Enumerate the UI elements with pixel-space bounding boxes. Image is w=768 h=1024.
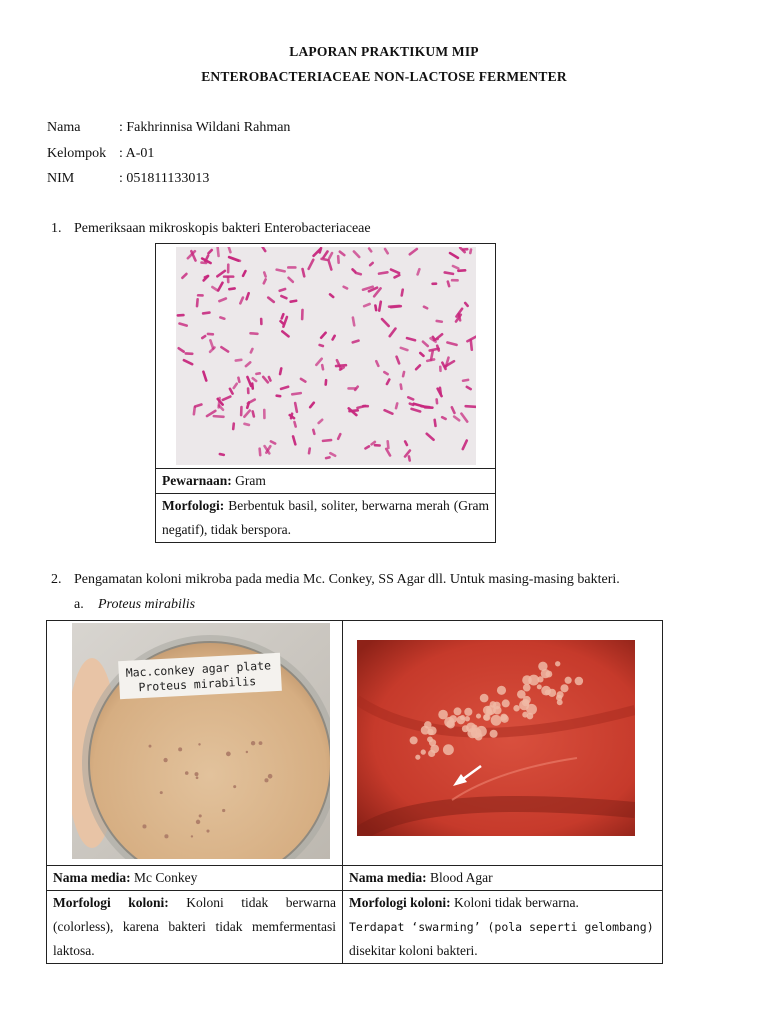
colony-dot — [259, 741, 263, 745]
blood-agar-media-label: Nama media: — [349, 870, 427, 885]
mcconkey-morfologi-row — [47, 891, 343, 964]
colony-dot — [415, 755, 420, 760]
blood-agar-media-row — [343, 866, 663, 891]
colony-dot — [491, 715, 502, 726]
colony-dot — [443, 744, 454, 755]
colony-dot — [523, 684, 531, 692]
gram-stain-micrograph — [176, 247, 476, 465]
blood-agar-morfologi-value3: disekitar koloni bakteri. — [349, 943, 478, 958]
colony-dot — [522, 699, 529, 706]
kelompok-value: : A-01 — [119, 146, 155, 161]
bacillus-cell — [184, 352, 193, 355]
colony-dot — [480, 694, 489, 703]
nim-label: NIM — [47, 171, 75, 186]
pewarnaan-value: Gram — [231, 473, 266, 488]
colony-dot — [222, 809, 225, 812]
subsection-a-name: Proteus mirabilis — [98, 597, 196, 612]
colony-dot — [513, 705, 519, 711]
bacillus-cell — [439, 365, 442, 372]
mcconkey-image-cell — [47, 621, 343, 866]
colony-dot — [493, 706, 502, 715]
section-1-title: Pemeriksaan mikroskopis bakteri Enterobacteriaceae — [74, 221, 371, 236]
pewarnaan-label: Pewarnaan: — [162, 473, 232, 488]
nama-value: : Fakhrinnisa Wildani Rahman — [119, 120, 291, 135]
info-nim — [47, 171, 209, 187]
colony-dot — [199, 814, 202, 817]
bacillus-cell — [247, 387, 250, 394]
colony-dot — [575, 677, 584, 686]
bacillus-cell — [227, 263, 230, 273]
blood-agar-photo — [357, 640, 635, 836]
mcconkey-morfologi-value: Koloni tidak berwarna (colorless), karena bakteri tidak memfermentasi laktosa. — [53, 895, 336, 958]
colony-dot — [427, 737, 433, 743]
info-nama — [47, 120, 290, 136]
colony-dot — [522, 675, 532, 685]
colony-dot — [196, 820, 200, 824]
colony-dot — [501, 715, 509, 723]
bacillus-cell — [223, 275, 235, 278]
plate-label-line2: Proteus mirabilis — [138, 674, 257, 695]
mcconkey-plate-photo — [72, 623, 330, 859]
colony-dot — [545, 671, 552, 678]
colony-dot — [465, 716, 470, 721]
colony-dot — [522, 712, 528, 718]
colony-dot — [198, 743, 200, 745]
colony-dot — [268, 774, 273, 779]
info-kelompok — [47, 146, 154, 162]
section-1-heading — [51, 221, 371, 237]
plate-label-line1: Mac.conkey agar plate — [125, 658, 272, 680]
mcconkey-media-row — [47, 866, 343, 891]
colony-dot — [410, 736, 418, 744]
bacillus-cell — [451, 279, 459, 282]
colony-dot — [246, 751, 248, 753]
subsection-a — [74, 597, 195, 613]
morfologi-row — [156, 494, 496, 543]
colony-dot — [560, 684, 568, 692]
blood-agar-morfologi-label: Morfologi koloni: — [349, 895, 451, 910]
colony-dot — [226, 752, 231, 757]
blood-agar-morfologi-value2: Terdapat ‘swarming’ (pola seperti gelombang) — [349, 920, 654, 934]
colony-dot — [464, 708, 472, 716]
pewarnaan-row — [156, 469, 496, 494]
microscopy-image-cell — [156, 244, 496, 469]
colony-dot — [555, 661, 560, 666]
mcconkey-media-value: Mc Conkey — [130, 870, 198, 885]
colony-dot — [545, 690, 551, 696]
blood-agar-morfologi-value1: Koloni tidak berwarna. — [450, 895, 579, 910]
colony-dot — [163, 758, 167, 762]
blood-agar-image-cell — [343, 621, 663, 866]
bacillus-cell — [240, 406, 243, 417]
colony-dot — [517, 690, 526, 699]
colony-dot — [483, 714, 490, 721]
colony-dot — [457, 716, 466, 725]
microscopy-table — [155, 243, 496, 543]
bacillus-cell — [374, 444, 381, 447]
bacillus-cell — [287, 266, 297, 269]
colony-dot — [502, 699, 510, 707]
colony-table — [46, 620, 663, 964]
kelompok-label: Kelompok — [47, 146, 107, 161]
colony-dot — [195, 772, 199, 776]
morfologi-label: Morfologi: — [162, 498, 225, 513]
colony-dot — [565, 677, 572, 684]
colony-dot — [206, 829, 209, 832]
bacillus-cell — [260, 318, 263, 326]
colony-dot — [185, 771, 189, 775]
colony-dot — [454, 707, 462, 715]
colony-dot — [467, 728, 477, 738]
colony-dot — [537, 684, 542, 689]
section-2-number: 2. — [51, 572, 62, 587]
section-2-title: Pengamatan koloni mikroba pada media Mc. Conkey, SS Agar dll. Untuk masing-masing bakteri. — [74, 572, 620, 587]
bacillus-cell — [263, 409, 266, 420]
colony-dot — [557, 691, 564, 698]
subsection-a-letter: a. — [74, 597, 84, 612]
bacillus-cell — [197, 294, 204, 297]
colony-dot — [537, 676, 543, 682]
blood-agar-morfologi-row — [343, 891, 663, 964]
colony-dot — [149, 745, 152, 748]
report-title: LAPORAN PRAKTIKUM MIP — [289, 44, 479, 59]
bacillus-cell — [176, 314, 184, 317]
colony-dot — [449, 715, 457, 723]
colony-dot — [430, 744, 439, 753]
colony-dot — [428, 726, 437, 735]
colony-dot — [497, 686, 506, 695]
colony-dot — [438, 710, 448, 720]
section-1-number: 1. — [51, 221, 62, 236]
colony-dot — [191, 835, 193, 837]
colony-dot — [164, 834, 168, 838]
colony-dot — [251, 741, 255, 745]
colony-dot — [490, 730, 498, 738]
blood-agar-media-value: Blood Agar — [426, 870, 493, 885]
mcconkey-media-label: Nama media: — [53, 870, 131, 885]
nama-label: Nama — [47, 120, 81, 135]
bacillus-cell — [431, 282, 437, 285]
colony-dot — [421, 749, 426, 754]
morfologi-value: Berbentuk basil, soliter, berwarna merah (Gram negatif), tidak berspora. — [162, 498, 489, 537]
section-2-heading — [51, 572, 620, 588]
colony-dot — [178, 747, 182, 751]
nim-value: : 051811133013 — [119, 171, 210, 186]
colony-dot — [196, 776, 199, 779]
colony-dot — [233, 785, 236, 788]
report-subtitle: ENTEROBACTERIACEAE NON-LACTOSE FERMENTER — [201, 69, 567, 84]
colony-dot — [476, 714, 481, 719]
colony-dot — [160, 791, 163, 794]
colony-dot — [264, 778, 268, 782]
mcconkey-morfologi-label: Morfologi koloni: — [53, 895, 169, 910]
colony-dot — [557, 699, 563, 705]
bacillus-cell — [301, 309, 304, 321]
colony-dot — [142, 824, 146, 828]
